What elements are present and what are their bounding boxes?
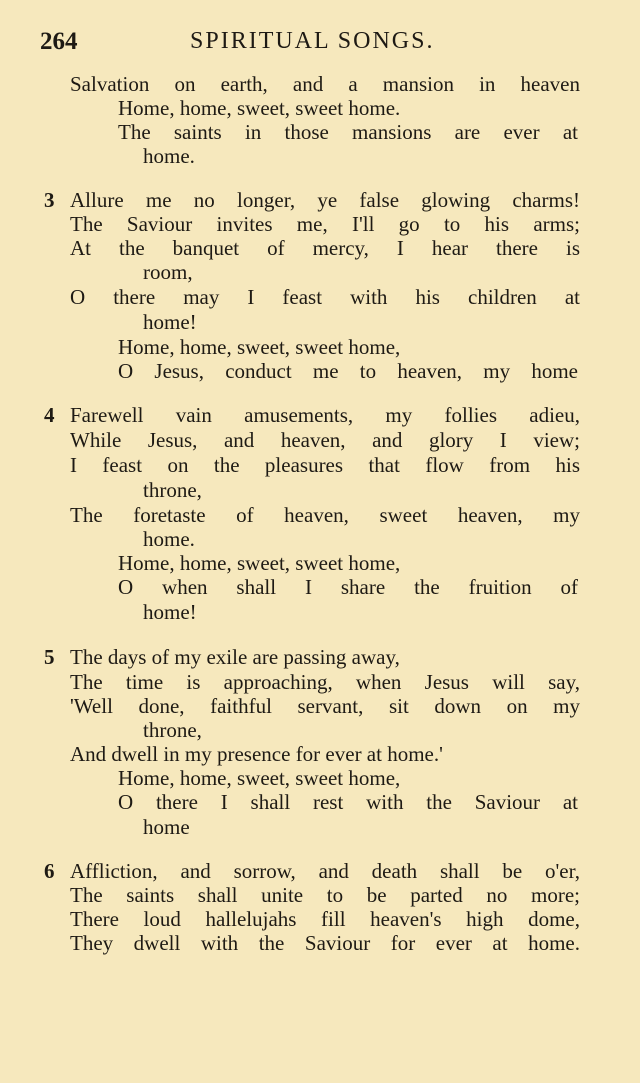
verse-line: 'Well done, faithful servant, sit down on my: [70, 694, 580, 718]
verse-line: The Saviour invites me, I'll go to his arms;: [70, 212, 580, 236]
page-number: 264: [40, 28, 78, 55]
verse-line: They dwell with the Saviour for ever at home.: [70, 931, 580, 955]
verse-line: Home, home, sweet, sweet home,: [118, 551, 401, 575]
running-title: SPIRITUAL SONGS.: [190, 28, 435, 54]
verse-line: home!: [143, 310, 197, 334]
verse-line: Home, home, sweet, sweet home,: [118, 766, 401, 790]
verse-line: The time is approaching, when Jesus will say,: [70, 670, 580, 694]
verse-number: 6: [44, 859, 55, 883]
verse-line: O Jesus, conduct me to heaven, my home: [118, 359, 578, 383]
verse-line: There loud hallelujahs fill heaven's high dome,: [70, 907, 580, 931]
verse-line: Home, home, sweet, sweet home.: [118, 96, 401, 120]
verse-line: Salvation on earth, and a mansion in heaven: [70, 72, 580, 96]
verse-line: O when shall I share the fruition of: [118, 575, 578, 599]
verse-line: throne,: [143, 478, 202, 502]
verse-line: throne,: [143, 718, 202, 742]
verse-line: At the banquet of mercy, I hear there is: [70, 236, 580, 260]
verse-line: The saints in those mansions are ever at: [118, 120, 578, 144]
verse-number: 3: [44, 188, 55, 212]
verse-line: Home, home, sweet, sweet home,: [118, 335, 401, 359]
verse-line: Affliction, and sorrow, and death shall be o'er,: [70, 859, 580, 883]
verse-line: O there may I feast with his children at: [70, 285, 580, 309]
verse-line: home.: [143, 527, 195, 551]
verse-number: 4: [44, 403, 55, 427]
page-header: [40, 24, 600, 64]
verse-line: And dwell in my presence for ever at home.': [70, 742, 443, 766]
verse-line: I feast on the pleasures that flow from his: [70, 453, 580, 477]
verse-line: The foretaste of heaven, sweet heaven, my: [70, 503, 580, 527]
verse-line: room,: [143, 260, 193, 284]
verse-line: While Jesus, and heaven, and glory I view;: [70, 428, 580, 452]
verse-line: The saints shall unite to be parted no more;: [70, 883, 580, 907]
verse-line: The days of my exile are passing away,: [70, 645, 400, 669]
verse-line: Farewell vain amusements, my follies adieu,: [70, 403, 580, 427]
verse-line: home.: [143, 144, 195, 168]
verse-line: home: [143, 815, 190, 839]
verse-line: O there I shall rest with the Saviour at: [118, 790, 578, 814]
verse-number: 5: [44, 645, 55, 669]
verse-line: Allure me no longer, ye false glowing charms!: [70, 188, 580, 212]
verse-line: home!: [143, 600, 197, 624]
